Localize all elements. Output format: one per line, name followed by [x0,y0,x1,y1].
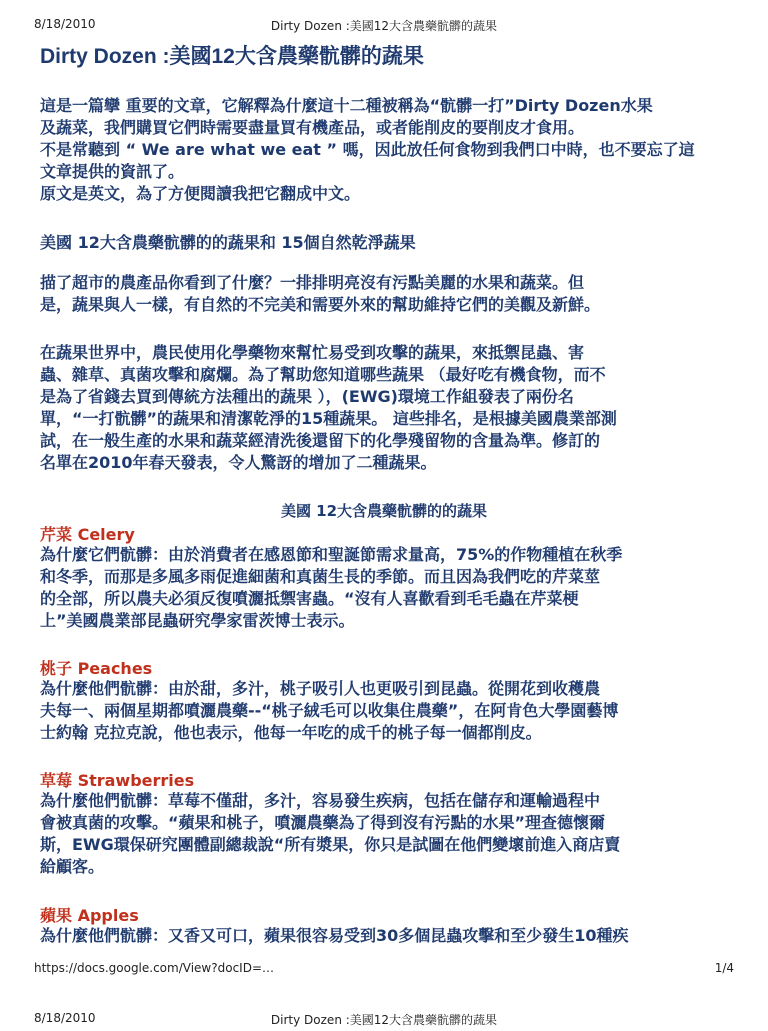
paragraph-line: 單，“一打骯髒”的蔬果和清潔乾淨的15種蔬果。 這些排名，是根據美國農業部測 [40,409,617,428]
paragraph-line: 斯，EWG環保研究團體副總裁說“所有漿果，你只是試圖在他們變壞前進入商店賣 [40,835,621,854]
intro-line: 不是常聽到 “ We are what we eat ” 嗎，因此放任何食物到我們口中時，也不要忘了這 [40,140,695,159]
page-footer [0,961,768,979]
paragraph-line: 在蔬果世界中，農民使用化學藥物來幫忙易受到攻擊的蔬果，來抵禦昆蟲、害 [40,343,585,362]
page-header [0,17,768,37]
fruit-description-strawberries [40,790,730,878]
paragraph-line: 和冬季，而那是多風多雨促進細菌和真菌生長的季節。而且因為我們吃的芹菜莖 [40,567,601,586]
paragraph-line: 會被真菌的攻擊。“蘋果和桃子，噴灑農藥為了得到沒有污點的水果”理查德懷爾 [40,813,606,832]
paragraph-line: 為什麼他們骯髒：又香又可口，蘋果很容易受到30多個昆蟲攻擊和至少發生10種疾 [40,926,629,945]
paragraph-line: 是為了省錢去買到傳統方法種出的蔬果 ），(EWG)環境工作組發表了兩份名 [40,387,574,406]
fruit-heading-strawberries: 草莓 Strawberries [40,771,195,790]
subtitle-text: 美國 12大含農藥骯髒的的蔬果和 15個自然乾淨蔬果 [40,233,416,252]
paragraph-line: 上”美國農業部昆蟲研究學家雷茨博士表示。 [40,611,355,630]
paragraph-line: 夫每一、兩個星期都噴灑農藥--“桃子絨毛可以收集住農藥”，在阿肯色大學園藝博 [40,701,619,720]
intro-paragraph [40,95,730,205]
fruit-description-peaches [40,678,730,744]
page-number: 1/4 [714,961,734,975]
fruit-description-celery [40,544,730,632]
paragraph-line: 為什麼他們骯髒：由於甜，多汁，桃子吸引人也更吸引到昆蟲。從開花到收穫農 [40,679,601,698]
paragraph-line: 的全部，所以農夫必須反復噴灑抵禦害蟲。“沒有人喜歡看到毛毛蟲在芹菜梗 [40,589,579,608]
fruit-description-apples [40,925,730,947]
fruit-heading-apples: 蘋果 Apples [40,906,139,925]
paragraph-line: 為什麼他們骯髒：草莓不僅甜，多汁，容易發生疾病，包括在儲存和運輸過程中 [40,791,601,810]
header-date: 8/18/2010 [34,17,96,31]
paragraph-line: 描了超市的農產品你看到了什麼？一排排明亮沒有污點美麗的水果和蔬菜。但 [40,273,585,292]
header-title: Dirty Dozen :美國12大含農藥骯髒的蔬果 [270,19,498,33]
paragraph-supermarket [40,272,730,316]
paragraph-line: 為什麼它們骯髒：由於消費者在感恩節和聖誕節需求量高，75%的作物種植在秋季 [40,545,623,564]
paragraph-line: 士約翰 克拉克說，他也表示，他每一年吃的成千的桃子每一個都削皮。 [40,723,542,742]
paragraph-ewg [40,342,730,474]
document-title: Dirty Dozen :美國12大含農藥骯髒的蔬果 [40,45,424,68]
next-page-header [0,1011,768,1031]
intro-line: 這是一篇攣 重要的文章，它解釋為什麼這十二種被稱為“骯髒一打”Dirty Dozen水果 [40,96,653,115]
footer-url: https://docs.google.com/View?docID=… [34,961,274,975]
header-title: Dirty Dozen :美國12大含農藥骯髒的蔬果 [270,1013,498,1027]
header-date: 8/18/2010 [34,1011,96,1025]
intro-line: 及蔬菜，我們購買它們時需要盡量買有機產品，或者能削皮的要削皮才食用。 [40,118,585,137]
paragraph-line: 蟲、雜草、真菌攻擊和腐爛。為了幫助您知道哪些蔬果 （最好吃有機食物，而不 [40,365,606,384]
paragraph-line: 是，蔬果與人一樣，有自然的不完美和需要外來的幫助維持它們的美觀及新鮮。 [40,295,601,314]
subtitle [40,232,730,254]
intro-line: 原文是英文，為了方便閱讀我把它翻成中文。 [40,184,361,203]
fruit-heading-peaches: 桃子 Peaches [40,659,153,678]
section-heading: 美國 12大含農藥骯髒的的蔬果 [280,502,488,520]
paragraph-line: 給顧客。 [40,857,105,876]
paragraph-line: 試，在一般生產的水果和蔬菜經清洗後還留下的化學殘留物的含量為準。修訂的 [40,431,601,450]
fruit-heading-celery: 芹菜 Celery [40,525,135,544]
paragraph-line: 名單在2010年春天發表，令人驚訝的增加了二種蔬果。 [40,453,437,472]
intro-line: 文章提供的資訊了。 [40,162,185,181]
